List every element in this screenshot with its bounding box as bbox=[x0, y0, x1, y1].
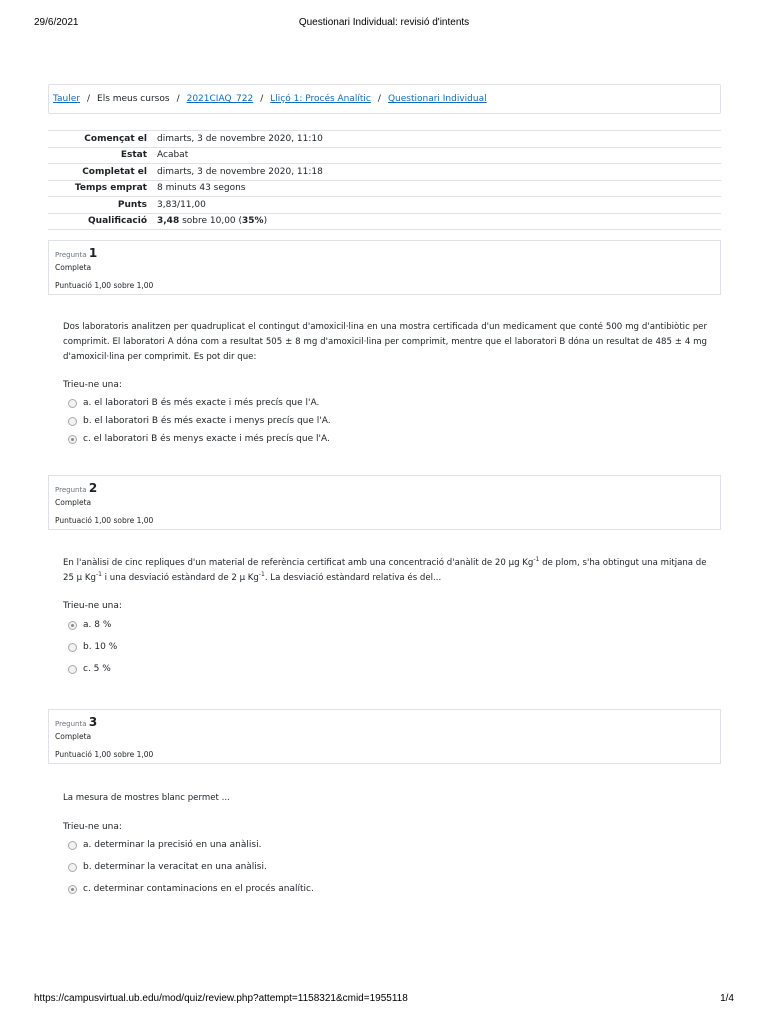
answer-option[interactable] bbox=[68, 430, 331, 448]
radio-button-selected[interactable] bbox=[68, 435, 77, 444]
question-number-value: 1 bbox=[88, 246, 98, 260]
question-number-value: 3 bbox=[88, 715, 98, 729]
answer-option[interactable] bbox=[68, 614, 117, 636]
superscript: -1 bbox=[95, 571, 102, 578]
summary-row-marks bbox=[48, 197, 721, 214]
answer-list-2 bbox=[68, 614, 117, 680]
summary-label: Estat bbox=[120, 150, 147, 161]
print-footer bbox=[34, 993, 734, 1007]
question-number bbox=[55, 714, 714, 730]
breadcrumb-separator: / bbox=[86, 94, 91, 104]
question-text-part: . La desviació estàndard relativa és del... bbox=[264, 573, 442, 583]
breadcrumb-separator: / bbox=[377, 94, 381, 104]
breadcrumb-link-course[interactable]: 2021CIAQ_722 bbox=[186, 94, 254, 104]
radio-button[interactable] bbox=[68, 665, 77, 674]
question-grade: Puntuació 1,00 sobre 1,00 bbox=[55, 516, 154, 525]
answer-prompt: Trieu-ne una: bbox=[63, 380, 122, 390]
summary-label: Començat el bbox=[84, 133, 147, 144]
answer-list-3 bbox=[68, 834, 314, 900]
breadcrumb-separator: / bbox=[260, 94, 264, 104]
print-url: https://campusvirtual.ub.edu/mod/quiz/review.php?attempt=1158321&cmid=1955118 bbox=[34, 993, 408, 1004]
radio-button-selected[interactable] bbox=[68, 885, 77, 894]
answer-label: b. el laboratori B és més exacte i menys precís que l'A. bbox=[83, 416, 331, 426]
answer-option[interactable] bbox=[68, 658, 117, 680]
grade-percent: 35% bbox=[242, 216, 264, 227]
question-number bbox=[55, 480, 714, 496]
radio-button[interactable] bbox=[68, 399, 77, 408]
summary-label: Punts bbox=[117, 199, 147, 210]
answer-option[interactable] bbox=[68, 856, 314, 878]
radio-button[interactable] bbox=[68, 841, 77, 850]
answer-prompt: Trieu-ne una: bbox=[63, 601, 122, 611]
summary-row-time-taken bbox=[48, 180, 721, 197]
question-text-part: En l'anàlisi de cinc repliques d'un material de referència certificat amb una concentració d'anàlit de 20 µg Kg bbox=[63, 558, 534, 568]
grade-value: 3,48 bbox=[157, 216, 180, 227]
question-state: Completa bbox=[55, 263, 92, 272]
summary-label: Qualificació bbox=[88, 216, 147, 227]
question-info-1 bbox=[48, 240, 721, 295]
print-page-number: 1/4 bbox=[720, 993, 734, 1004]
answer-label: b. determinar la veracitat en una anàlisi. bbox=[83, 862, 267, 872]
radio-button[interactable] bbox=[68, 417, 77, 426]
question-number bbox=[55, 245, 714, 261]
breadcrumb-item-my-courses: Els meus cursos bbox=[97, 94, 170, 104]
summary-row-completed bbox=[48, 164, 721, 181]
superscript: -1 bbox=[533, 556, 540, 563]
question-grade: Puntuació 1,00 sobre 1,00 bbox=[55, 281, 154, 290]
summary-value: dimarts, 3 de novembre 2020, 11:10 bbox=[157, 133, 323, 144]
summary-row-started bbox=[48, 131, 721, 148]
breadcrumb-separator: / bbox=[176, 94, 180, 104]
answer-option[interactable] bbox=[68, 834, 314, 856]
summary-value: 3,83/11,00 bbox=[157, 199, 206, 210]
answer-prompt: Trieu-ne una: bbox=[63, 822, 122, 832]
answer-option[interactable] bbox=[68, 412, 331, 430]
summary-label: Completat el bbox=[82, 166, 147, 177]
question-info-3 bbox=[48, 709, 721, 764]
answer-label: c. determinar contaminacions en el procés analític. bbox=[83, 884, 314, 894]
answer-option[interactable] bbox=[68, 394, 331, 412]
question-text-part: i una desviació estàndard de 2 µ Kg bbox=[101, 573, 259, 583]
grade-end: ) bbox=[263, 216, 268, 227]
breadcrumb-link-dashboard[interactable]: Tauler bbox=[53, 94, 80, 104]
breadcrumb bbox=[48, 84, 721, 114]
summary-row-state bbox=[48, 147, 721, 164]
question-state: Completa bbox=[55, 732, 92, 741]
answer-label: c. el laboratori B és menys exacte i més precís que l'A. bbox=[83, 434, 330, 444]
summary-value: Acabat bbox=[157, 150, 189, 161]
breadcrumb-link-lesson[interactable]: Lliçó 1: Procés Analític bbox=[270, 94, 371, 104]
summary-value: 8 minuts 43 segons bbox=[157, 183, 246, 194]
question-state: Completa bbox=[55, 498, 92, 507]
answer-label: a. determinar la precisió en una anàlisi. bbox=[83, 840, 262, 850]
summary-value-grade bbox=[152, 213, 721, 230]
print-date: 29/6/2021 bbox=[34, 17, 79, 28]
question-number-value: 2 bbox=[88, 481, 98, 495]
question-label: Pregunta bbox=[55, 720, 87, 728]
radio-button[interactable] bbox=[68, 863, 77, 872]
question-label: Pregunta bbox=[55, 486, 87, 494]
radio-button-selected[interactable] bbox=[68, 621, 77, 630]
summary-label: Temps emprat bbox=[74, 183, 147, 194]
answer-option[interactable] bbox=[68, 636, 117, 658]
question-text-2 bbox=[63, 556, 707, 586]
breadcrumb-link-quiz[interactable]: Questionari Individual bbox=[387, 94, 487, 104]
question-text-3: La mesura de mostres blanc permet ... bbox=[63, 793, 230, 803]
radio-button[interactable] bbox=[68, 643, 77, 652]
print-title: Questionari Individual: revisió d'intents bbox=[298, 17, 470, 28]
answer-option[interactable] bbox=[68, 878, 314, 900]
superscript: -1 bbox=[258, 571, 265, 578]
attempt-summary-table bbox=[48, 130, 721, 230]
question-text-1: Dos laboratoris analitzen per quadruplicat el contingut d'amoxicil·lina en una mostra certificada d'un medicament que conté 500 mg d'antibiòtic per comprimit. El laboratori A dóna com a resultat 505 ± 8 mg d'amoxicil·lina per comprimit, mentre que el laboratori B dóna un resultat de 485 ± 4 mg d'amoxicil·lina per comprimit. Es pot dir que: bbox=[63, 322, 707, 362]
grade-mid: sobre 10,00 ( bbox=[179, 216, 243, 227]
question-text-part: de plom, s'ha obtingut una mitjana de 25 µ Kg bbox=[63, 558, 707, 583]
question-grade: Puntuació 1,00 sobre 1,00 bbox=[55, 750, 154, 759]
question-label: Pregunta bbox=[55, 251, 87, 259]
answer-label: c. 5 % bbox=[83, 664, 111, 674]
question-info-2 bbox=[48, 475, 721, 530]
answer-label: b. 10 % bbox=[83, 642, 118, 652]
answer-label: a. el laboratori B és més exacte i més precís que l'A. bbox=[83, 398, 320, 408]
summary-value: dimarts, 3 de novembre 2020, 11:18 bbox=[157, 166, 323, 177]
answer-list-1 bbox=[68, 394, 331, 448]
print-header bbox=[34, 17, 734, 31]
summary-row-grade bbox=[48, 213, 721, 230]
answer-label: a. 8 % bbox=[83, 620, 112, 630]
